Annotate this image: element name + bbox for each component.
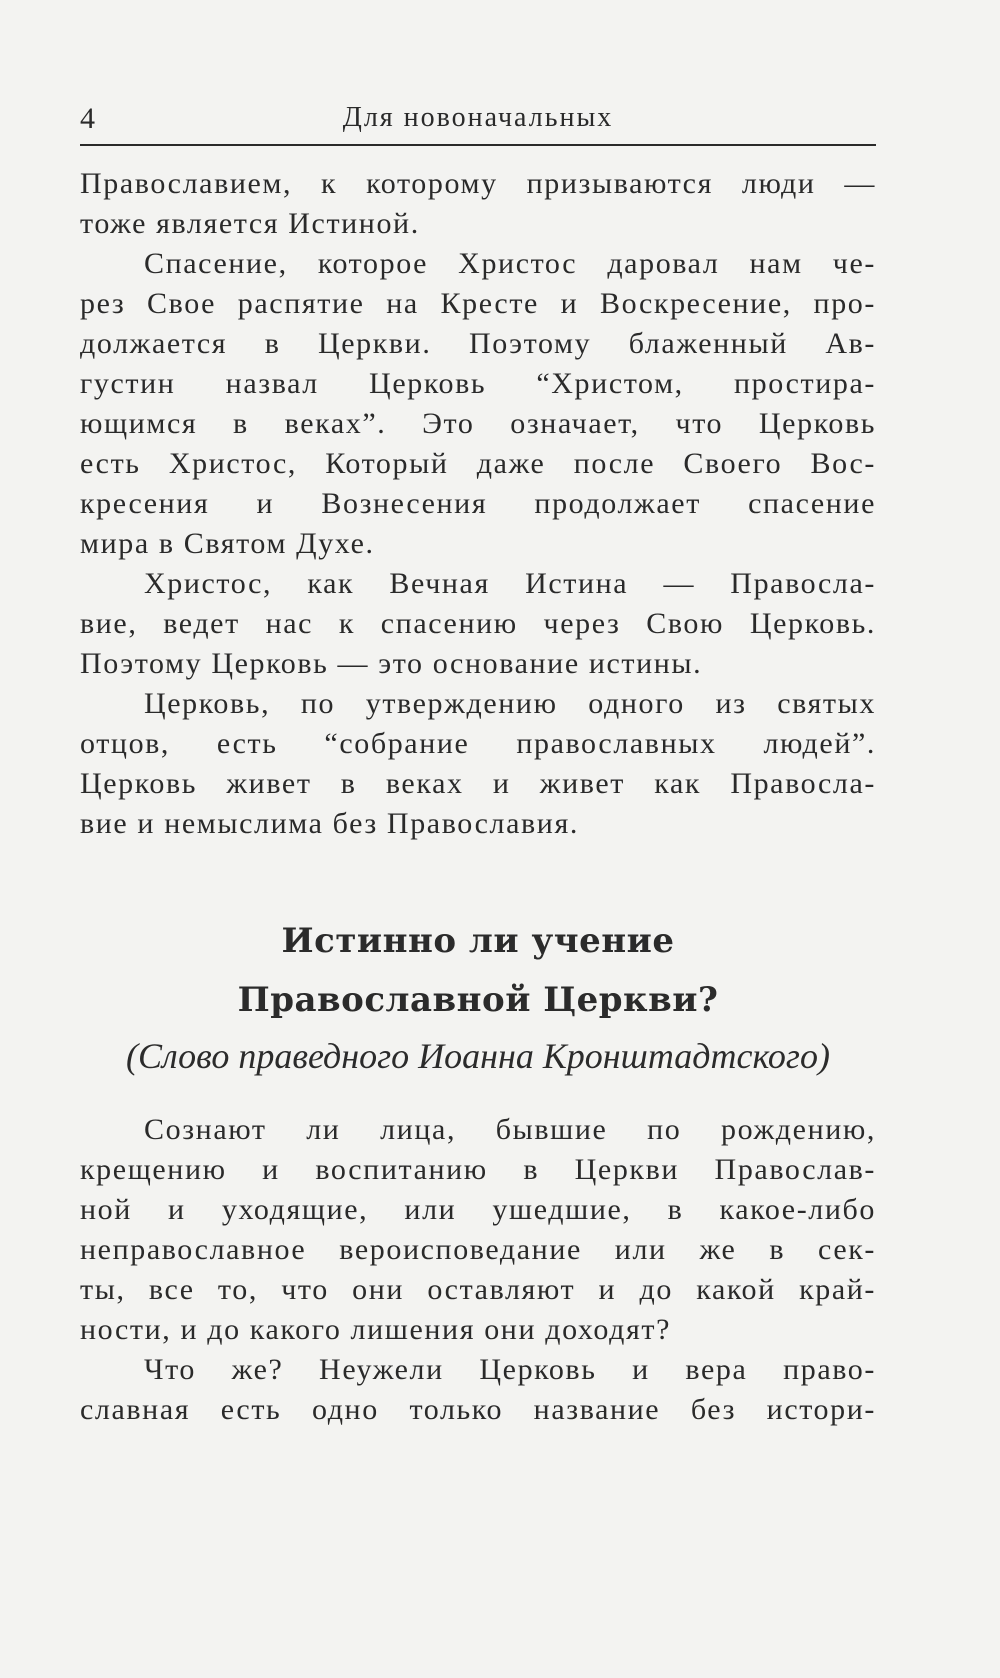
running-head-title: Для новоначальных <box>342 102 614 133</box>
text-line: тоже является Истиной. <box>80 207 420 240</box>
text-line: густин назвал Церковь “Христом, простира- <box>80 367 876 400</box>
text-line: Что же? Неужели Церковь и вера право- <box>144 1353 876 1386</box>
text-line: Церковь живет в веках и живет как Правосла- <box>80 767 876 800</box>
text-line: Поэтому Церковь — это основание истины. <box>80 647 703 680</box>
text-line: кресения и Вознесения продолжает спасение <box>80 487 876 520</box>
text-line: Церковь, по утверждению одного из святых <box>144 687 876 720</box>
section-heading-line-1: Истинно ли учение <box>281 921 675 961</box>
section-heading-line-2: Православной Церкви? <box>237 980 719 1020</box>
text-line: должается в Церкви. Поэтому блаженный Ав- <box>80 327 876 360</box>
text-line: неправославное вероисповедание или же в сек- <box>80 1233 876 1266</box>
section-subtitle: (Слово праведного Иоанна Кронштадтского) <box>126 1036 830 1076</box>
text-line: Православием, к которому призываются люди — <box>80 167 876 200</box>
header-rule <box>80 144 876 146</box>
running-head <box>80 102 876 142</box>
text-line: ной и уходящие, или ушедшие, в какое-либо <box>80 1193 876 1226</box>
text-line: вие, ведет нас к спасению через Свою Церковь. <box>80 607 876 640</box>
text-line: есть Христос, Который даже после Своего Вос- <box>80 447 876 480</box>
text-line: отцов, есть “собрание православных людей”. <box>80 727 876 760</box>
text-line: вие и немыслима без Православия. <box>80 807 579 840</box>
text-line: Спасение, которое Христос даровал нам че- <box>144 247 876 280</box>
text-line: крещению и воспитанию в Церкви Православ- <box>80 1153 876 1186</box>
text-line: мира в Святом Духе. <box>80 527 375 560</box>
text-line: ты, все то, что они оставляют и до какой край- <box>80 1273 876 1306</box>
text-line: ности, и до какого лишения они доходят? <box>80 1313 672 1346</box>
body-text-block-1 <box>80 164 876 844</box>
page-number: 4 <box>80 102 97 135</box>
text-line: Христос, как Вечная Истина — Правосла- <box>144 567 876 600</box>
text-line: ющимся в веках”. Это означает, что Церковь <box>80 407 876 440</box>
text-line: Сознают ли лица, бывшие по рождению, <box>144 1113 876 1146</box>
text-line: рез Свое распятие на Кресте и Воскресение, про- <box>80 287 876 320</box>
text-line: славная есть одно только название без истори- <box>80 1393 876 1426</box>
body-text-block-2 <box>80 1110 876 1430</box>
